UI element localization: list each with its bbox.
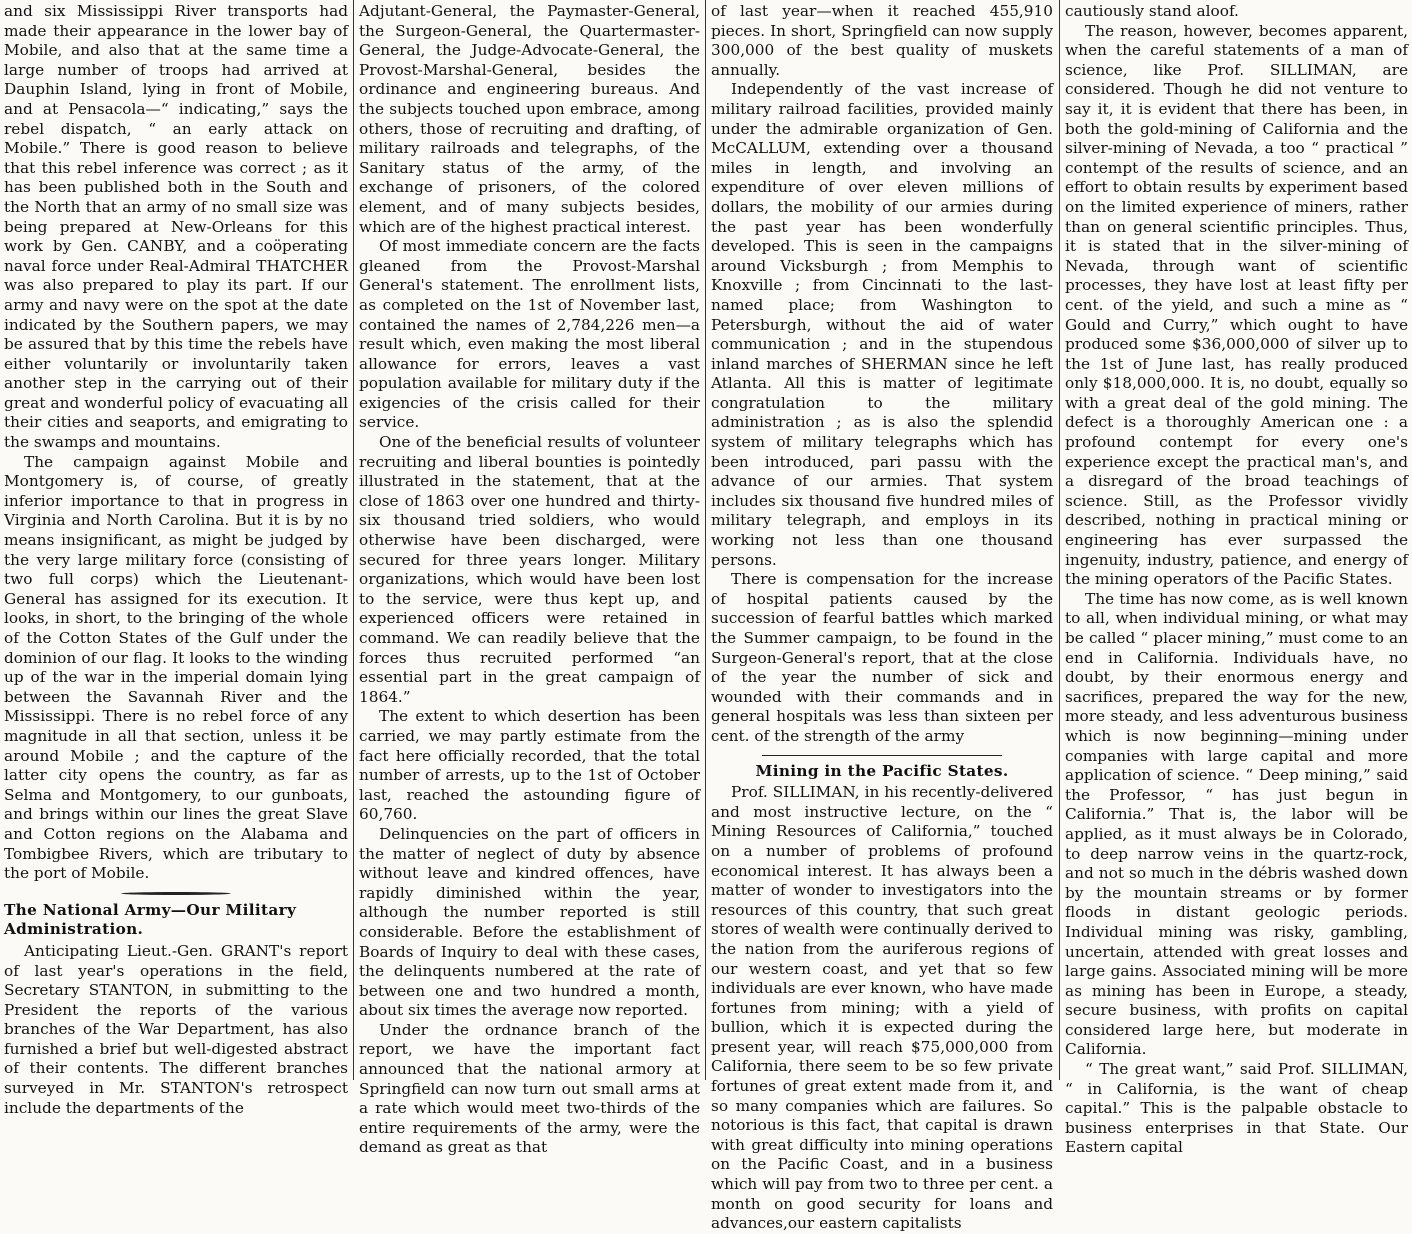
article-heading-mining: Mining in the Pacific States. — [755, 761, 1009, 780]
paragraph: The campaign against Mobile and Montgomery is, of course, of greatly inferior importance to that in progress in Virginia and North Carolina. But it is by no means insignificant, as might be judged by the very large military force (consisting of two full corps) which the Lieutenant-General has assigned for its execution. It looks, in short, to the bringing of the whole of the Cotton States of the Gulf under the dominion of our flag. It looks to the winding up of the war in the imperial domain lying between the Savannah River and the Mississippi. There is no rebel force of any magnitude in all that section, unless it be around Mobile ; and the capture of the latter city opens the country, as far as Selma and Montgomery, to our gunboats, and brings within our lines the great Slave and Cotton regions on the Alabama and Tombigbee Rivers, which are tributary to the port of Mobile. — [4, 452, 348, 883]
paragraph: Of most immediate concern are the facts gleaned from the Provost-Marshal General's statement. The enrollment lists, as completed on the 1st of November last, contained the names of 2,784,226 men—a result which, even making the most liberal allowance for errors, leaves a vast population available for military duty if the exigencies of the crisis called for their service. — [359, 237, 700, 432]
paragraph: Under the ordnance branch of the report, we have the important fact announced that the national armory at Springfield can now turn out small arms at a rate which would meet two-thirds of the entire requirements of the army, were the demand as great as that — [359, 1020, 700, 1157]
paragraph: The time has now come, as is well known to all, when individual mining, or what may be called “ placer mining,” must come to an end in California. Individuals have, no doubt, by their enormous energy and sacrifices, prepared the way for the new, more steady, and less adventurous business which is now beginning—mining under companies with large capital and more application of science. “ Deep mining,” said the Professor, “ has just begun in California.” That is, the labor will be applied, as it must always be in Colorado, to deep narrow veins in the quartz-rock, and not so much in the débris washed down by the mountain streams or by former floods in distant geologic periods. Individual mining was risky, gambling, uncertain, attended with great losses and large gains. Associated mining will be more as mining has been in Europe, a steady, secure business, with profits on capital considered large here, but moderate in California. — [1065, 589, 1408, 1059]
paragraph: Anticipating Lieut.-Gen. GRANT's report of last year's operations in the field, Secretary STANTON, in submitting to the President the reports of the various branches of the War Department, has also furnished a brief but well-digested abstract of their contents. The different branches surveyed in Mr. STANTON's retrospect include the departments of the — [4, 941, 348, 1117]
column-1 — [0, 0, 352, 1117]
column-rule — [705, 0, 706, 1080]
column-rule — [1059, 0, 1060, 1080]
article-heading-national-army: The National Army—Our Military Administration. — [4, 900, 297, 939]
paragraph: of last year—when it reached 455,910 pieces. In short, Springfield can now supply 300,000 of the best quality of muskets annually. — [711, 2, 1053, 79]
column-2 — [355, 0, 704, 1157]
section-divider — [121, 892, 231, 895]
paragraph: There is compensation for the increase of hospital patients caused by the succession of fearful battles which marked the Summer campaign, to be found in the Surgeon-General's report, that at the close of the year the number of sick and wounded with their commands and in general hospitals was less than sixteen per cent. of the strength of the army — [711, 570, 1053, 745]
paragraph: “ The great want,” said Prof. SILLIMAN, “ in California, is the want of cheap capital.” This is the palpable obstacle to business enterprises in that State. Our Eastern capital — [1065, 1060, 1408, 1157]
column-3 — [707, 0, 1057, 1233]
section-divider — [762, 755, 1002, 756]
paragraph: cautiously stand aloof. — [1065, 2, 1239, 20]
paragraph: Delinquencies on the part of officers in the matter of neglect of duty by absence without leave and kindred offences, have rapidly diminished within the year, although the number reported is still considerable. Before the establishment of Boards of Inquiry to deal with these cases, the delinquents numbered at the rate of between one and two hundred a month, about six times the average now reported. — [359, 824, 700, 1020]
paragraph: and six Mississippi River transports had made their appearance in the lower bay of Mobile, and also that at the same time a large number of troops had arrived at Dauphin Island, lying in front of Mobile, and at Pensacola—“ indicating,” says the rebel dispatch, “ an early attack on Mobile.” There is good reason to believe that this rebel inference was correct ; as it has been published both in the South and the North that an army of no small size was being prepared at New-Orleans for this work by Gen. CANBY, and a coöperating naval force under Real-Admiral THATCHER was also prepared to play its part. If our army and navy were on the spot at the date indicated by the Southern papers, we may be assured that by this time the rebels have either voluntarily or involuntarily taken another step in the carrying out of their great and wonderful policy of evacuating all their cities and seaports, and emigrating to the swamps and mountains. — [4, 2, 348, 452]
paragraph: Independently of the vast increase of military railroad facilities, provided mainly under the admirable organization of Gen. McCALLUM, extending over a thousand miles in length, and involving an expenditure of over eleven millions of dollars, the mobility of our armies during the past year has been wonderfully developed. This is seen in the campaigns around Vicksburgh ; from Memphis to Knoxville ; from Cincinnati to the last-named place; from Washington to Petersburgh, without the aid of water communication ; and in the stupendous inland marches of SHERMAN since he left Atlanta. All this is matter of legitimate congratulation to the military administration ; as is also the splendid system of military telegraphs which has been introduced, pari passu with the advance of our armies. That system includes six thousand five hundred miles of military telegraph, and employs in its working not less than one thousand persons. — [711, 80, 1053, 569]
paragraph: Prof. SILLIMAN, in his recently-delivered and most instructive lecture, on the “ Mining Resources of California,” touched on a number of problems of profound economical interest. It has always been a matter of wonder to investigators into the resources of this country, that such great stores of wealth were continually derived to the nation from the auriferous regions of our western coast, and yet that so few individuals are ever known, who have made fortunes from mining; with a yield of bullion, which it is expected during the present year, will reach $75,000,000 from California, there seem to be so few private fortunes of great extent made from it, and so many companies which are failures. So notorious is this fact, that capital is drawn with great difficulty into mining operations on the Pacific Coast, and in a business which will pay from two to three per cent. a month on good security for loans and advances,our eastern capitalists — [711, 783, 1053, 1233]
paragraph: One of the beneficial results of volunteer recruiting and liberal bounties is pointedly illustrated in the statement, that at the close of 1863 over one hundred and thirty-six thousand tried soldiers, who would otherwise have been discharged, were secured for three years longer. Military organizations, which would have been lost to the service, were thus kept up, and experienced officers were retained in command. We can readily believe that the forces thus recruited performed “an essential part in the great campaign of 1864.” — [359, 433, 700, 706]
paragraph: Adjutant-General, the Paymaster-General, the Surgeon-General, the Quartermaster-General, the Judge-Advocate-General, the Provost-Marshal-General, besides the ordinance and engineering bureaus. And the subjects touched upon embrace, among others, those of recruiting and drafting, of military railroads and telegraphs, of the Sanitary status of the army, of the exchange of prisoners, of the colored element, and of many subjects besides, which are of the highest practical interest. — [359, 2, 700, 236]
column-rule — [353, 0, 354, 1080]
column-4 — [1061, 0, 1412, 1157]
paragraph: The extent to which desertion has been carried, we may partly estimate from the fact here officially recorded, that the total number of arrests, up to the 1st of October last, reached the astounding figure of 60,760. — [359, 707, 700, 824]
paragraph: The reason, however, becomes apparent, when the careful statements of a man of science, like Prof. SILLIMAN, are considered. Though he did not venture to say it, it is evident that there has been, in both the gold-mining of California and the silver-mining of Nevada, a too “ practical ” contempt of the results of science, and an effort to obtain results by experiment based on the limited experience of miners, rather than on general scientific principles. Thus, it is stated that in the silver-mining of Nevada, through want of scientific processes, they have lost at least fifty per cent. of the yield, and such a mine as “ Gould and Curry,” which ought to have produced some $36,000,000 of silver up to the 1st of June last, has really produced only $18,000,000. It is, no doubt, equally so with a great deal of the gold mining. The defect is a thoroughly American one : a profound contempt for every one's experience except the practical man's, and a disregard of the broad teachings of science. Still, as the Professor vividly described, nothing in practical mining or engineering has ever surpassed the ingenuity, industry, patience, and energy of the mining operators of the Pacific States. — [1065, 21, 1408, 589]
